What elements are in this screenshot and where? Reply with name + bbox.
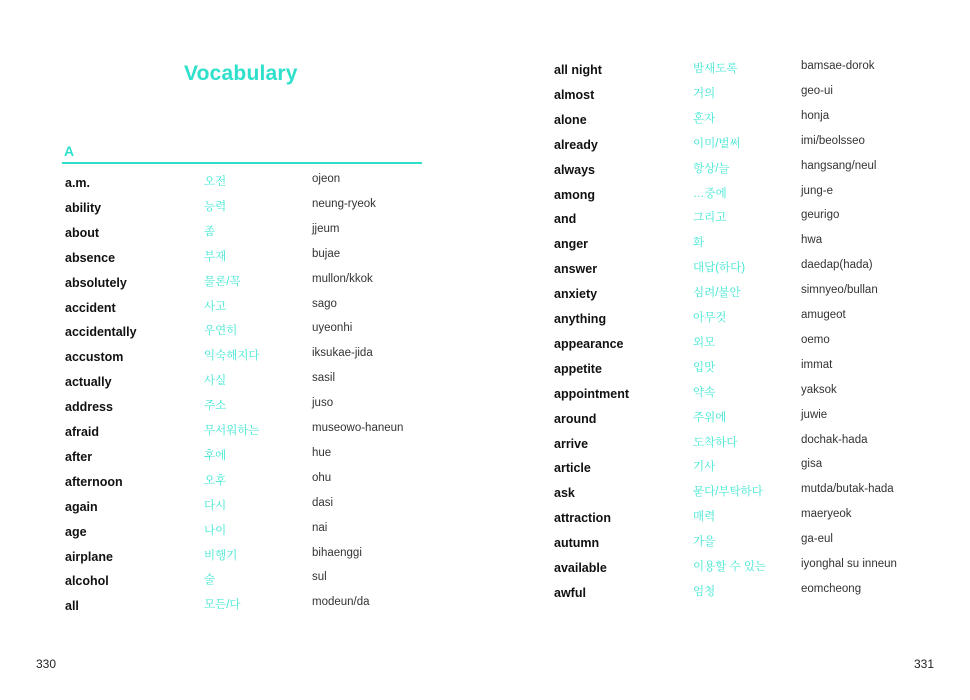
vocabulary-entry [0, 546, 485, 574]
romanization: bihaenggi [312, 546, 362, 559]
vocabulary-entry [485, 458, 970, 485]
korean-translation: 주소 [204, 400, 227, 413]
english-word: and [554, 212, 577, 227]
romanization: ojeon [312, 173, 341, 185]
english-word: already [554, 137, 598, 152]
english-word: ability [65, 200, 102, 215]
korean-translation: 우연히 [204, 325, 238, 338]
vocabulary-entry [485, 159, 970, 187]
romanization: geo-ui [801, 84, 833, 97]
english-word: available [554, 561, 607, 575]
romanization: dasi [312, 496, 334, 509]
vocabulary-entry [485, 383, 970, 411]
korean-translation: 거의 [693, 87, 716, 100]
vocabulary-entry [0, 372, 485, 399]
english-word: alone [554, 112, 587, 127]
korean-translation: 후에 [204, 449, 227, 462]
romanization: juso [312, 397, 334, 410]
english-word: almost [554, 87, 595, 102]
korean-translation: 이미/벌써 [693, 137, 741, 150]
romanization: mutda/butak-hada [801, 483, 894, 496]
korean-translation: 능력 [204, 200, 227, 213]
romanization: sago [312, 297, 337, 310]
english-word: appetite [554, 361, 602, 376]
vocabulary-entry [0, 347, 485, 374]
vocabulary-entry [485, 60, 970, 87]
vocabulary-entry [0, 397, 485, 424]
romanization: imi/beolsseo [801, 134, 865, 147]
vocabulary-entry [485, 333, 970, 361]
english-word: a.m. [65, 176, 91, 190]
korean-translation: 그리고 [693, 212, 727, 225]
romanization: hue [312, 446, 332, 459]
english-word: afraid [65, 425, 100, 439]
romanization: ga-eul [801, 533, 833, 546]
vocabulary-entry [485, 109, 970, 137]
english-word: appointment [554, 386, 629, 401]
english-word: appearance [554, 336, 624, 351]
romanization: yaksok [801, 383, 837, 396]
romanization: immat [801, 358, 833, 371]
korean-translation: 좀 [204, 225, 216, 238]
korean-translation: 입맛 [693, 361, 716, 374]
korean-translation: 비행기 [204, 549, 238, 562]
english-word: attraction [554, 511, 611, 526]
english-word: accidentally [65, 325, 137, 340]
korean-translation: 나이 [204, 524, 227, 537]
vocabulary-entry [0, 197, 485, 225]
korean-translation: 도착하다 [693, 436, 738, 449]
korean-translation: 사고 [204, 300, 227, 313]
english-word: absence [65, 250, 116, 265]
romanization: hwa [801, 234, 823, 247]
romanization: jung-e [801, 184, 833, 197]
korean-translation: 물론/꼭 [204, 275, 241, 288]
english-word: about [65, 225, 100, 240]
korean-translation: 오전 [204, 176, 227, 188]
korean-translation: 오후 [204, 474, 227, 487]
english-word: answer [554, 262, 598, 277]
english-word: anything [554, 312, 607, 326]
korean-translation: 사실 [204, 375, 227, 388]
english-word: absolutely [65, 275, 127, 290]
korean-translation: …중에 [693, 187, 727, 200]
english-word: arrive [554, 436, 589, 451]
korean-translation: 밤새도록 [693, 63, 738, 75]
korean-translation: 매력 [693, 511, 716, 524]
english-word: airplane [65, 549, 113, 564]
english-word: autumn [554, 536, 600, 551]
english-word: all [65, 599, 79, 614]
romanization: simnyeo/bullan [801, 284, 878, 297]
korean-translation: 약속 [693, 386, 716, 399]
vocabulary-entry [0, 272, 485, 300]
vocabulary-entry [485, 259, 970, 286]
vocabulary-entry [485, 209, 970, 236]
romanization: ohu [312, 471, 332, 484]
section-letter: A [64, 143, 75, 159]
vocabulary-entry [0, 247, 485, 275]
korean-translation: 대답(하다) [693, 262, 746, 275]
romanization: bujae [312, 247, 341, 260]
romanization: bamsae-dorok [801, 60, 875, 72]
romanization: geurigo [801, 209, 840, 222]
vocabulary-entry [0, 173, 485, 200]
romanization: maeryeok [801, 508, 852, 521]
english-word: actually [65, 375, 112, 390]
romanization: sul [312, 571, 327, 584]
english-word: anger [554, 237, 589, 252]
vocabulary-entry [485, 533, 970, 560]
vocabulary-entry [485, 508, 970, 535]
page-title: Vocabulary [184, 62, 298, 85]
vocabulary-entry [0, 596, 485, 623]
korean-translation: 모든/다 [204, 599, 241, 612]
romanization: nai [312, 521, 328, 534]
romanization: jjeum [312, 222, 340, 235]
romanization: museowo-haneun [312, 422, 404, 434]
korean-translation: 다시 [204, 499, 227, 512]
vocabulary-entry [485, 234, 970, 261]
vocabulary-entry [485, 134, 970, 162]
vocabulary-entry [485, 84, 970, 112]
english-word: article [554, 461, 591, 476]
romanization: dochak-hada [801, 433, 868, 446]
vocabulary-entry [0, 422, 485, 449]
romanization: neung-ryeok [312, 197, 376, 210]
english-word: always [554, 162, 596, 177]
romanization: mullon/kkok [312, 272, 373, 285]
english-word: accident [65, 300, 116, 315]
vocabulary-entry [485, 408, 970, 436]
romanization: hangsang/neul [801, 159, 877, 172]
vocabulary-entry [0, 297, 485, 325]
english-word: age [65, 524, 87, 539]
vocabulary-entry [0, 322, 485, 349]
vocabulary-entry [0, 496, 485, 524]
vocabulary-entry [485, 284, 970, 311]
romanization: daedap(hada) [801, 259, 873, 272]
english-word: anxiety [554, 287, 598, 302]
korean-translation: 가을 [693, 536, 716, 549]
korean-translation: 심려/불안 [693, 287, 741, 300]
page-number-right: 331 [914, 657, 935, 671]
korean-translation: 술 [204, 574, 216, 587]
romanization: sasil [312, 372, 336, 385]
korean-translation: 이용할 수 있는 [693, 561, 767, 573]
english-word: awful [554, 585, 586, 600]
vocabulary-entry [0, 222, 485, 250]
romanization: iksukae-jida [312, 347, 373, 360]
korean-translation: 엄청 [693, 585, 716, 598]
romanization: amugeot [801, 309, 846, 321]
vocabulary-entry [485, 582, 970, 610]
right-page [485, 0, 970, 700]
romanization: uyeonhi [312, 322, 353, 335]
korean-translation: 묻다/부탁하다 [693, 486, 763, 499]
korean-translation: 무서워하는 [204, 425, 260, 437]
vocabulary-entry [485, 483, 970, 510]
romanization: eomcheong [801, 582, 862, 595]
page-number-left: 330 [36, 657, 57, 671]
english-word: all night [554, 63, 602, 77]
vocabulary-entry [485, 184, 970, 212]
korean-translation: 익숙해지다 [204, 350, 260, 363]
english-word: alcohol [65, 574, 109, 589]
english-word: again [65, 499, 98, 514]
romanization: iyonghal su inneun [801, 558, 897, 570]
english-word: accustom [65, 350, 124, 365]
vocabulary-entry [0, 521, 485, 549]
korean-translation: 부재 [204, 250, 227, 263]
romanization: oemo [801, 333, 830, 346]
english-word: after [65, 449, 93, 464]
romanization: honja [801, 109, 830, 122]
english-word: address [65, 400, 113, 415]
vocabulary-entry [485, 558, 970, 585]
korean-translation: 혼자 [693, 112, 716, 125]
korean-translation: 외모 [693, 336, 716, 349]
english-word: ask [554, 486, 575, 501]
korean-translation: 항상/늘 [693, 162, 730, 175]
romanization: juwie [801, 408, 828, 421]
vocabulary-entry [485, 358, 970, 386]
vocabulary-entry [0, 471, 485, 499]
english-word: among [554, 187, 595, 202]
vocabulary-entry [485, 433, 970, 461]
vocabulary-entry [485, 309, 970, 336]
korean-translation: 주위에 [693, 411, 727, 424]
korean-translation: 화 [693, 237, 705, 250]
korean-translation: 기사 [693, 461, 716, 474]
romanization: gisa [801, 458, 823, 471]
english-word: afternoon [65, 474, 123, 489]
english-word: around [554, 411, 597, 426]
romanization: modeun/da [312, 596, 370, 609]
section-divider [62, 162, 422, 164]
korean-translation: 아무것 [693, 312, 727, 324]
vocabulary-entry [0, 571, 485, 598]
vocabulary-entry [0, 446, 485, 474]
